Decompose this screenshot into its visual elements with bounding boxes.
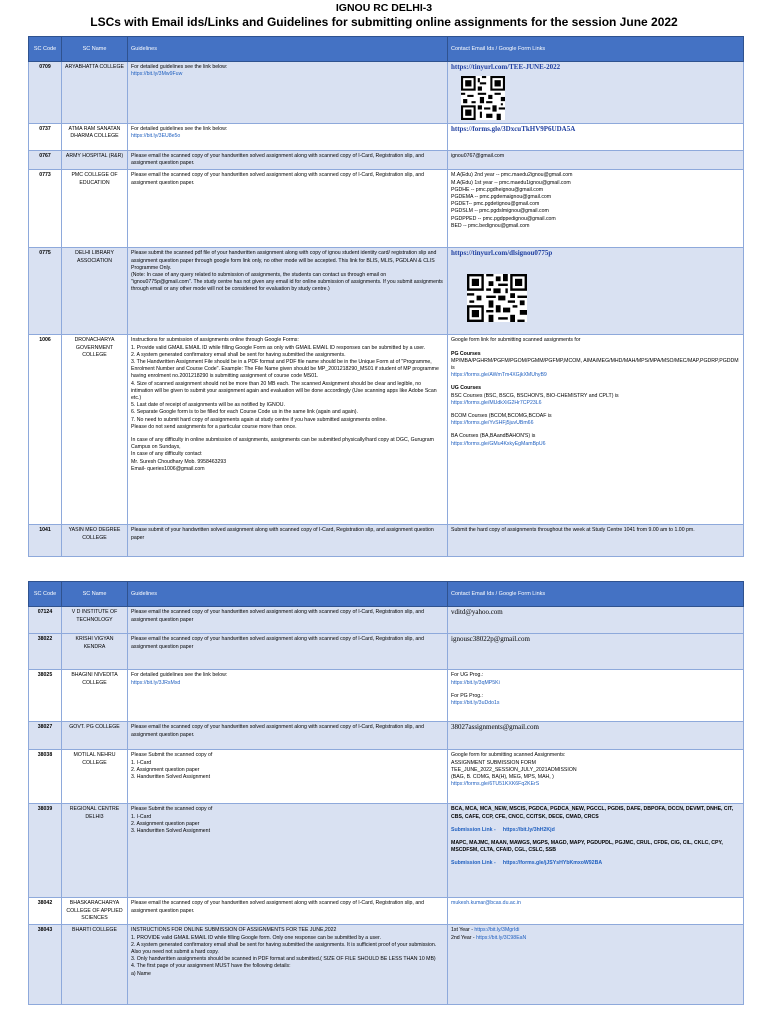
pg-courses-heading: PG Courses (451, 350, 481, 357)
table-row (29, 124, 744, 151)
sc-code: 0709 (29, 62, 62, 124)
table-row (29, 170, 744, 248)
course-group-2: MAPC, MAJMC, MAAN, MAWGS, MGPS, MAGD, MAPY, PGDUPDL, PGJMC, CRUL, CFDE, CIG, CIL, CKLC, CPY, MSCDFSM, CLTA, CFAID, CGL, CSLC, SSB (451, 840, 723, 854)
sc-code: 38027 (29, 722, 62, 750)
contact-link[interactable]: https://forms.gle/6TU51KXK6Fq2KErS (451, 781, 540, 788)
guidelines-cell (128, 62, 448, 124)
contact-line: BED -- pmc.bedignou@gmail.com (451, 222, 530, 229)
guideline-line: a) Name (131, 970, 151, 977)
contact-email: 38027assignments@gmail.com (448, 722, 744, 750)
column-header-contact: Contact Email Ids / Google Form Links (448, 582, 744, 607)
qr-code-icon (461, 76, 505, 120)
contact-intro: Google form link for submitting scanned assignments for (451, 337, 581, 344)
table-row (29, 670, 744, 722)
sc-code: 1006 (29, 335, 62, 525)
guidelines-cell (128, 670, 448, 722)
submission-link-url[interactable]: https://bit.ly/3hH2Kjd (502, 826, 555, 833)
guideline-line: 2. A system generated confirmatory email shall be sent for having submitted the assignments. It is sufficient proof of your submission. Also you need not submit a hard copy. (131, 941, 437, 956)
guideline-line: 7. No need to submit hard copy of assignments again at study centre if you have submitted assignments online. (131, 416, 387, 423)
contact-link[interactable]: https://tinyurl.com/TEE-JUNE-2022 (451, 63, 561, 71)
guideline-line: 4. Size of scanned assignment should not be more than 20 MB each. The scanned Assignment should be clear and legible, no intimation will be given to submit your assignment again and evaluation will be done accordingly (Use scanning apps like Adobe Scan etc.) (131, 380, 437, 402)
ug-courses-text: BSC Courses (BSC, BSCG, BSCHON'S, BIO-CHEMISTRY and CPLT) is (451, 392, 619, 399)
sc-code: 1041 (29, 525, 62, 557)
contact-email: ignousc38022p@gmail.com (448, 634, 744, 670)
submission-link-label: Submission Link - (451, 860, 496, 867)
guideline-line: INSTRUCTIONS FOR ONLINE SUBMISSION OF ASSIGNMENTS FOR TEE JUNE,2022 (131, 927, 337, 934)
contact-line: Google form for submitting scanned Assignments: (451, 752, 566, 759)
guideline-line: 3. Handwritten Solved Assignment (131, 774, 211, 781)
sc-name: ARMY HOSPITAL (R&R) (62, 151, 128, 170)
guidelines-cell (128, 124, 448, 151)
guidelines-note: (Note: In case of any query related to submission of assignments, the students can contact us through email on "ignou0775p@gmail.com". The study centre has not given any email id for online submission of assignments. If you submit assignments through email or any other mode will not be considered for evaluation by study centre.) (131, 272, 443, 293)
ba-courses-text: BA Courses (BA,BAandBAHON'S) is (451, 433, 536, 440)
guidelines-text: For detailed guidelines see the link below: (131, 64, 228, 70)
guideline-line: Instructions for submission of assignments online through Google Forms: (131, 337, 299, 344)
contact-line: M.A(Edu) 2nd year -- pmc.maedu2ignou@gmail.com (451, 172, 573, 179)
guideline-line: In case of any difficulty contact (131, 451, 202, 458)
contact-line: PGDET-- pmc.pgdetignou@gmail.com (451, 201, 540, 208)
bcom-courses-link[interactable]: https://forms.gle/YvSHFj5juvUBm66 (451, 420, 534, 427)
ug-prog-label: For UG Prog.: (451, 672, 484, 679)
sc-name: MOTILAL NEHRU COLLEGE (62, 750, 128, 804)
table-row (29, 335, 744, 525)
guideline-line: Mr. Suresh Choudhary Mob. 9958463293 (131, 458, 227, 465)
contact-email: vditd@yahoo.com (448, 607, 744, 634)
contact-cell (448, 750, 744, 804)
table-row (29, 634, 744, 670)
contact-email[interactable]: mukesh.kumar@bcas.du.ac.in (448, 898, 744, 925)
pg-prog-label: For PG Prog.: (451, 692, 483, 699)
guidelines-link[interactable]: https://bit.ly/3Mw9Fuw (131, 71, 183, 78)
bcom-courses-text: BCOM Courses (BCOM,BCOMG,BCOAF is (451, 413, 552, 420)
pg-courses-text: MP/MBA/PGHRM/PGFM/PGOM/PGMM/PGFMP,MCOM, AIMA/MEG/MHD/MAH/MPS/MPA/MSO/MEC/MAP,PGDRP,PGDDM is (451, 357, 739, 372)
sc-code: 0767 (29, 151, 62, 170)
table-header-row (29, 582, 744, 607)
ba-courses-link[interactable]: https://forms.gle/GMu4KxkyEgMamBpU6 (451, 440, 546, 447)
guideline-line: 1. Provide valid GMAIL EMAIL ID while filling Google Form as only with GMAIL EMAIL ID responses can be submitted by a user. (131, 344, 426, 351)
submission-link-label: Submission Link - (451, 826, 496, 833)
sc-code: 38039 (29, 804, 62, 898)
contact-email: ignou0767@gmail.com (448, 151, 744, 170)
sc-name: PMC COLLEGE OF EDUCATION (62, 170, 128, 248)
contact-cell (448, 62, 744, 124)
sc-name: KRISHI VIGYAN KENDRA (62, 634, 128, 670)
table-row (29, 898, 744, 925)
sc-code: 38042 (29, 898, 62, 925)
sc-code: 38025 (29, 670, 62, 722)
year-2-link[interactable]: https://bit.ly/3C98EaN (476, 934, 527, 941)
guidelines-text: Please email the scanned copy of your handwritten solved assignment along with scanned copy of I-Card, Registration slip, and assignment question paper (128, 634, 448, 670)
contact-line: PGDHE -- pmc.pgdheignou@gmail.com (451, 186, 544, 193)
contact-cell (448, 670, 744, 722)
guidelines-link[interactable]: https://bit.ly/3JRsMxd (131, 679, 181, 686)
column-header-code: SC Code (29, 582, 62, 607)
guidelines-text: Please email the scanned copy of your handwritten solved assignment along with scanned copy of I-Card, Registration slip, and assignment question paper. (128, 170, 448, 248)
sc-name: BHAGINI NIVEDITA COLLEGE (62, 670, 128, 722)
contact-cell (448, 248, 744, 335)
sc-code: 0773 (29, 170, 62, 248)
sc-code: 07124 (29, 607, 62, 634)
guidelines-text: Please email the scanned copy of your handwritten solved assignment along with scanned copy of I-Card, Registration slip, and assignment question paper. (128, 898, 448, 925)
guideline-line: 2. A system generated confirmatory email shall be sent for having submitted the assignments. (131, 351, 346, 358)
sc-name: ATMA RAM SANATAN DHARMA COLLEGE (62, 124, 128, 151)
sc-code: 38043 (29, 925, 62, 1005)
guideline-line: 1. I-Card (131, 759, 152, 766)
course-group-1: BCA, MCA, MCA_NEW, MSCIS, PGDCA, PGDCA_NEW, PGCCL, PGDIS, DAFE, DBPOFA, DCCN, DEVMT, DNHE, CIT, CBS, CAFE, CCP, CFE, CNCC, CCITSK, DECE, CMAD, CRCS (451, 806, 734, 820)
guideline-line: 3. The Handwritten Assignment File should be in a PDF format and PDF file name should be in the Unique Form at of "Programme, Enrolment Number and Course Code". Example: The File Name given should be MP_2001218290_MS01 if student of MP programme having enrolment no.2001218290 is submitting assignment of course code MS01. (131, 359, 439, 380)
contact-cell (448, 124, 744, 151)
lsc-table-1 (28, 36, 744, 557)
column-header-name: SC Name (62, 37, 128, 62)
guidelines-cell (128, 804, 448, 898)
year-1-label: 1st Year - (451, 927, 473, 934)
year-2-link-row (451, 935, 740, 942)
sc-name: V D INSTITUTE OF TECHNOLOGY (62, 607, 128, 634)
column-header-guidelines: Guidelines (128, 582, 448, 607)
guideline-line: Please do not send assignments for a particular course more than once. (131, 423, 297, 430)
submission-link-1[interactable] (451, 827, 740, 834)
guidelines-cell (128, 925, 448, 1005)
guidelines-text: Please submit of your handwritten solved assignment along with scanned copy of I-Card, Registration slip, and assignment question paper (128, 525, 448, 557)
guideline-line: 3. Handwritten Solved Assignment (131, 828, 211, 835)
qr-code-icon (467, 274, 527, 322)
guidelines-cell (128, 750, 448, 804)
guideline-line: 6. Separate Google form is to be filled for each Course Code us in the same link (again and again). (131, 409, 358, 416)
ug-courses-link[interactable]: https://forms.gle/MUdkXiG2Hr7CP23L6 (451, 399, 542, 406)
contact-line: (BAG, B. COMG, BA(H), MEG, MPS, MAH, ) (451, 774, 554, 781)
guidelines-text: Please submit the scanned pdf file of your handwritten assignment along with copy of ignou student identity card/ registration slip and assignment question paper through google form link only, no other mode will be accepted. This link for BLIS, MLIS, PGDLAN & CLIS Programme Only. (131, 250, 437, 271)
lsc-table-2 (28, 581, 744, 1005)
guidelines-text: For detailed guidelines see the link below: (131, 126, 228, 132)
table-row (29, 151, 744, 170)
table-row (29, 750, 744, 804)
sc-name: YASIN MEO DEGREE COLLEGE (62, 525, 128, 557)
table-row (29, 607, 744, 634)
column-header-name: SC Name (62, 582, 128, 607)
sc-name: DELHI LIBRARY ASSOCIATION (62, 248, 128, 335)
table-row (29, 248, 744, 335)
table-row (29, 525, 744, 557)
contact-line: PGDPPED -- pmc.pgdppedignou@gmail.com (451, 215, 556, 222)
guidelines-text: Please email the scanned copy of your handwritten solved assignment along with scanned copy of I-Card, Registration slip, and assignment question paper (128, 607, 448, 634)
guidelines-link[interactable]: https://bit.ly/3EU8e5o (131, 133, 181, 140)
contact-cell (448, 804, 744, 898)
sc-name: BHARTI COLLEGE (62, 925, 128, 1005)
page-header (0, 0, 768, 36)
table-row (29, 925, 744, 1005)
contact-line: ASSIGNMENT SUBMISSION FORM (451, 759, 536, 766)
sc-code: 38022 (29, 634, 62, 670)
column-header-contact: Contact Email Ids / Google Form Links (448, 37, 744, 62)
guidelines-text: For detailed guidelines see the link below: (131, 672, 228, 679)
submission-link-url[interactable]: https://forms.gle/jJSYsHYbKmxoW92BA (502, 860, 603, 867)
column-header-code: SC Code (29, 37, 62, 62)
guideline-line: 1. PROVIDE valid GMAIL EMAIL ID while filling Google form. Only one response can be submitted by a user. (131, 934, 381, 941)
page-title: IGNOU RC DELHI-3 (335, 2, 433, 14)
sc-code: 38038 (29, 750, 62, 804)
contact-line: TEE_JUNE_2022_SESSION_JULY_2021ADMISSION (451, 766, 577, 773)
year-2-label: 2nd Year - (451, 934, 475, 941)
table-row (29, 62, 744, 124)
guideline-line: 1. I-Card (131, 813, 152, 820)
ug-courses-heading: UG Courses (451, 385, 481, 392)
guidelines-cell (128, 248, 448, 335)
contact-line: PGDSLM -- pmc.pgdslmignou@gmail.com (451, 208, 549, 215)
column-header-guidelines: Guidelines (128, 37, 448, 62)
table-row (29, 804, 744, 898)
table-header-row (29, 37, 744, 62)
guideline-line: 3. Only handwritten assignments should be scanned in PDF format and submitted.( SIZE OF FILE SHOULD BE LESS THAN 10 MB) (131, 956, 436, 963)
contact-text: Submit the hard copy of assignments throughout the week at Study Centre 1041 from 9.00 am to 1.00 pm. (448, 525, 744, 557)
sc-name: BHASKARACHARYA COLLEGE OF APPLIED SCIENCES (62, 898, 128, 925)
ug-prog-link[interactable]: https://bit.ly/3qMP5Ki (451, 679, 500, 686)
guideline-line: Please Submit the scanned copy of (131, 806, 213, 813)
submission-link-2[interactable] (451, 860, 740, 867)
guideline-line: 4. The first page of your assignment MUST have the following details: (131, 963, 291, 970)
contact-cell (448, 335, 744, 525)
page-subtitle: LSCs with Email ids/Links and Guidelines for submitting online assignments for the session June 2022 (90, 15, 678, 29)
sc-code: 0737 (29, 124, 62, 151)
contact-cell (448, 170, 744, 248)
pg-courses-link[interactable]: https://forms.gle/AWmTm4XGjkXMUhyB9 (451, 372, 547, 379)
guideline-line: 2. Assignment question paper (131, 820, 200, 827)
guideline-line: In case of any difficulty in online submission of assignments, assignments can be submitted physically/hard copy at DGC, Gurugram Campus on Sundays, (131, 437, 434, 451)
sc-name: DRONACHARYA GOVERNMENT COLLEGE (62, 335, 128, 525)
sc-code: 0775 (29, 248, 62, 335)
sc-name: ARYABHATTA COLLEGE (62, 62, 128, 124)
guidelines-text: Please email the scanned copy of your handwritten solved assignment along with scanned copy of I-Card, Registration slip, and assignment question paper. (128, 722, 448, 750)
pg-prog-link[interactable]: https://bit.ly/3uDdo1s (451, 700, 500, 707)
guidelines-text: Please email the scanned copy of your handwritten solved assignment along with scanned copy of I-Card, Registration slip, and assignment question paper. (128, 151, 448, 170)
guideline-line: Please Submit the scanned copy of (131, 752, 213, 759)
guideline-line: Email- queries1006@gmail.com (131, 465, 205, 472)
sc-name: GOVT. PG COLLEGE (62, 722, 128, 750)
guideline-line: 2. Assignment question paper (131, 766, 200, 773)
guideline-line: 5. Last date of receipt of assignments will be as notified by IGNOU. (131, 402, 285, 409)
contact-link[interactable]: https://forms.gle/3DxcuTkHV9P6UDA5A (451, 125, 576, 133)
contact-link[interactable]: https://tinyurl.com/dlsignou0775p (451, 249, 553, 258)
guidelines-cell (128, 335, 448, 525)
contact-line: M.A(Edu) 1st year -- pmc.maedu1ignou@gmail.com (451, 179, 571, 186)
table-row (29, 722, 744, 750)
year-1-link[interactable]: https://bit.ly/3MgrIdi (474, 927, 520, 934)
year-1-link-row (451, 927, 740, 934)
contact-cell (448, 925, 744, 1005)
contact-line: PGDEMA -- pmc.pgdemaignou@gmail.com (451, 194, 552, 201)
sc-name: REGIONAL CENTRE DELHI3 (62, 804, 128, 898)
